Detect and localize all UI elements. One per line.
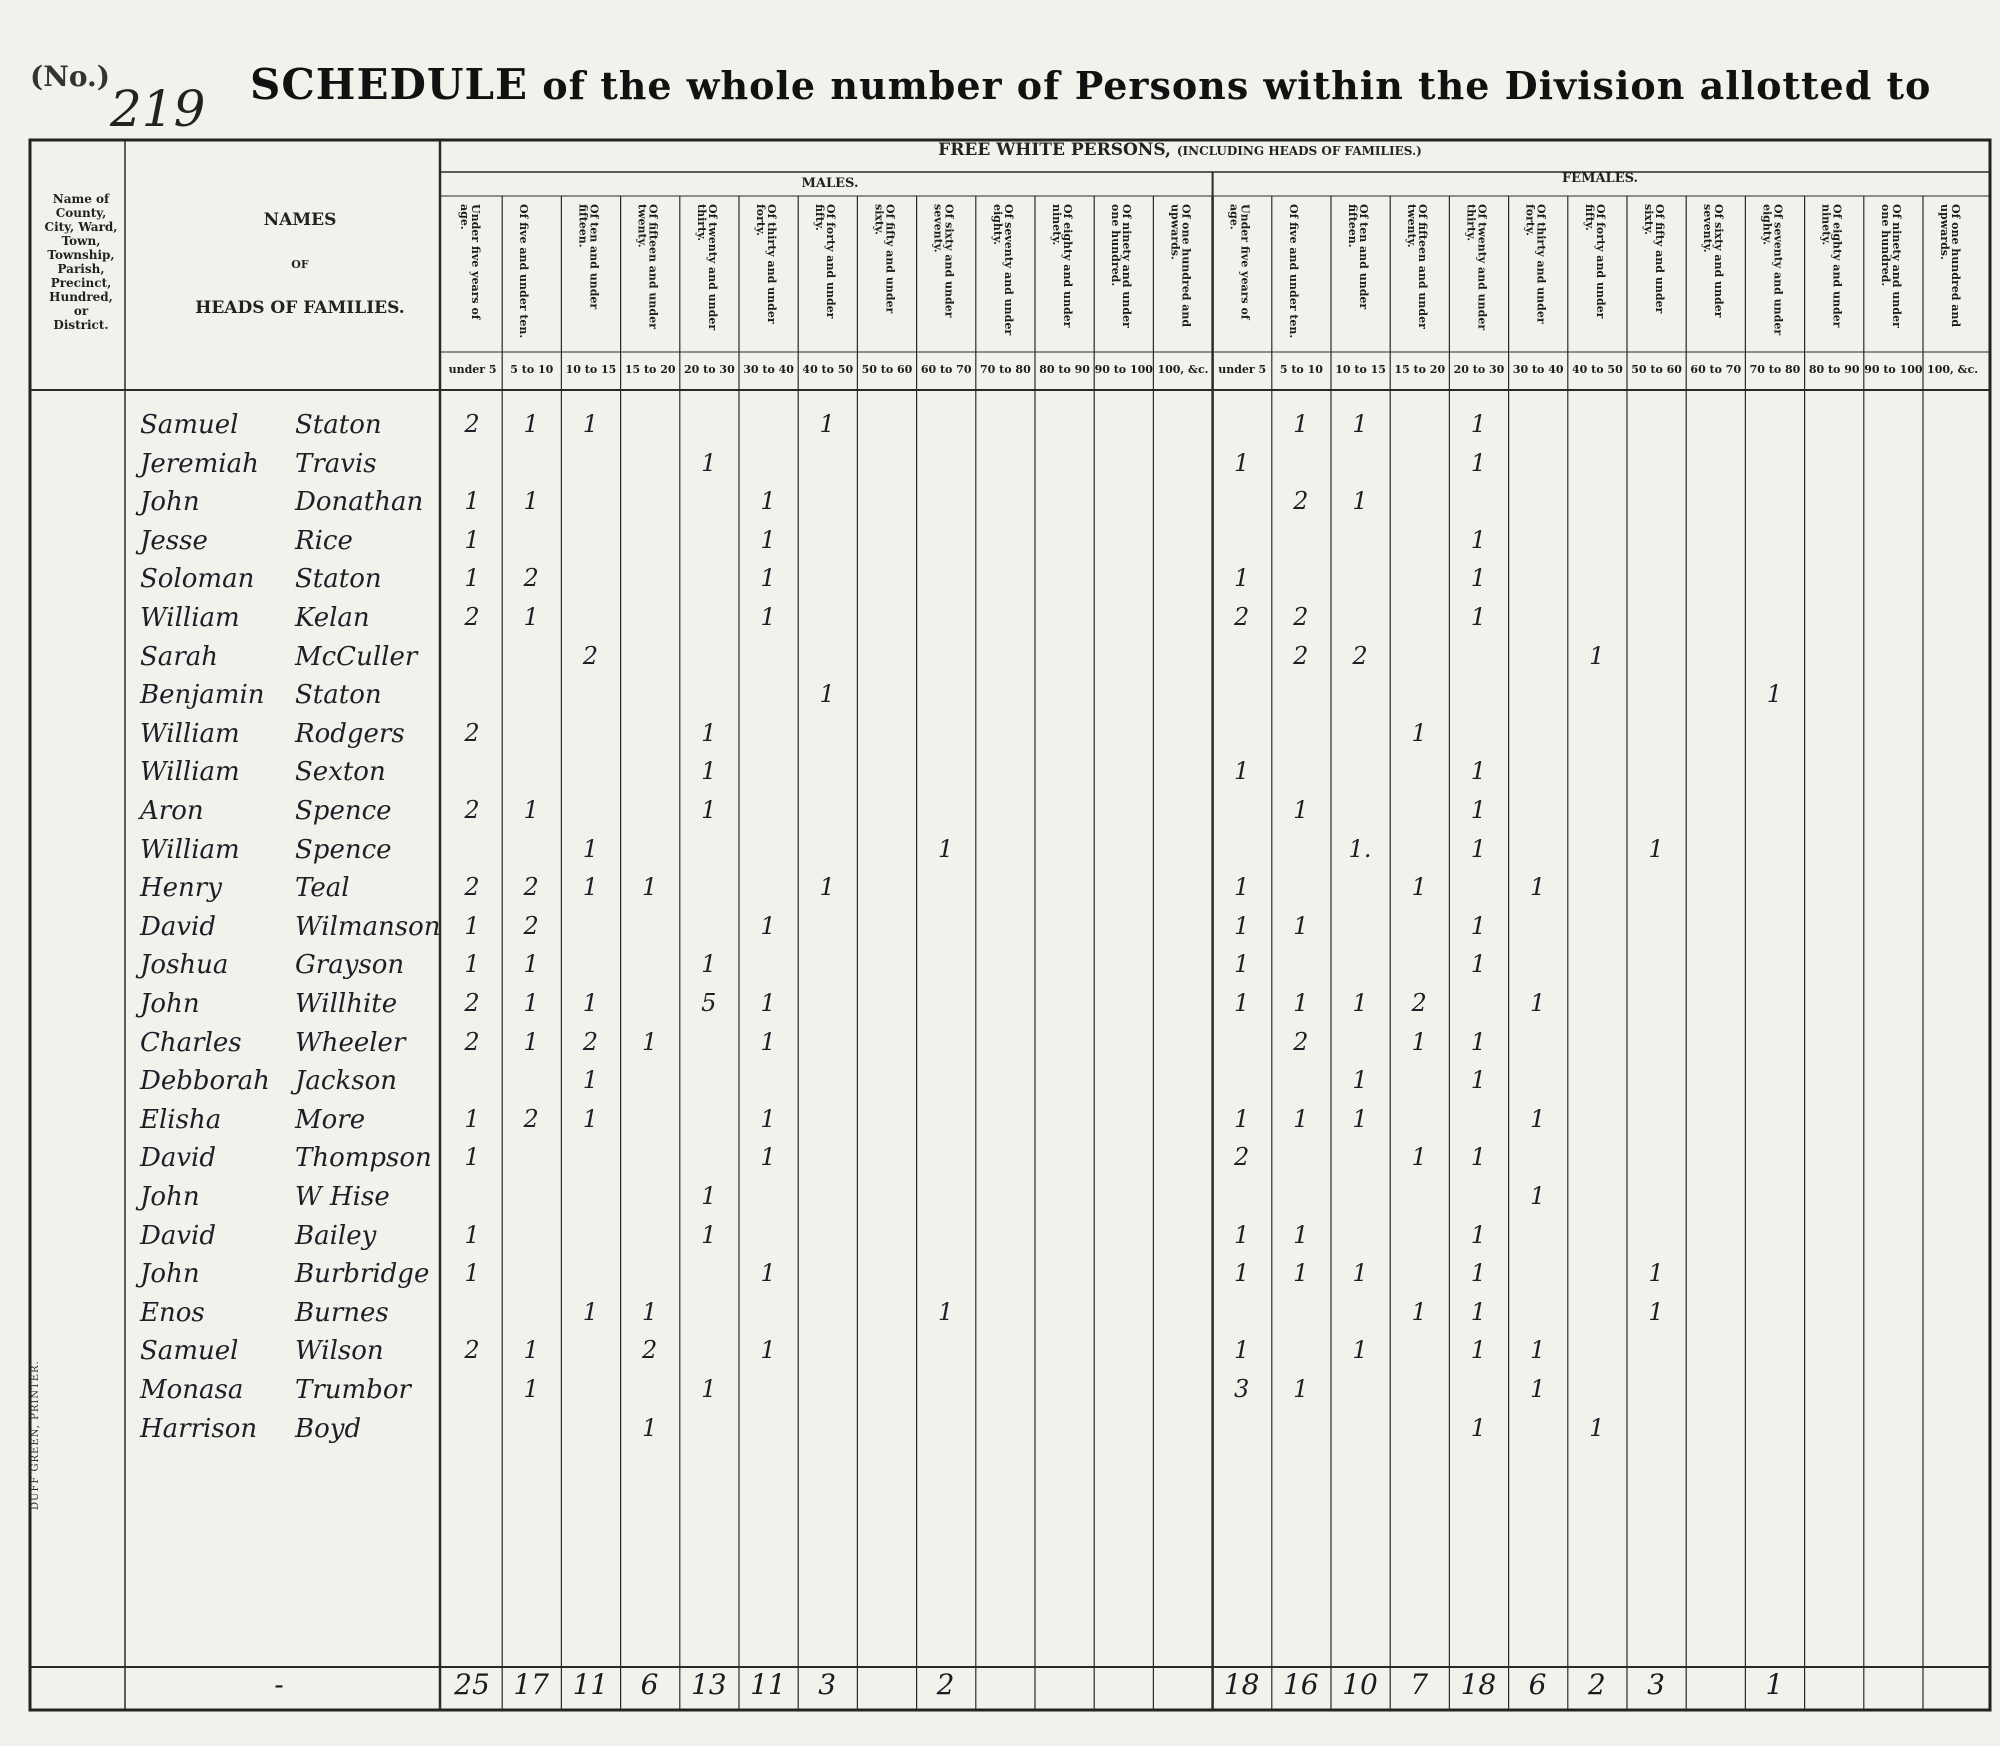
tally-mark: 1 — [701, 1182, 717, 1210]
tally-mark: 2 — [464, 410, 480, 438]
tally-mark: 1 — [1470, 1027, 1487, 1056]
head-last-name: Burnes — [295, 1297, 389, 1328]
tally-mark: 1 — [1470, 834, 1487, 863]
column-desc: Of seventy and under eighty. — [990, 204, 1015, 336]
column-age-label: 80 to 90 — [1808, 363, 1860, 376]
column-total: 6 — [640, 1668, 659, 1701]
tally-mark: 1 — [1470, 1297, 1487, 1326]
tally-mark: 1 — [760, 603, 776, 631]
tally-mark: 1 — [760, 1336, 776, 1365]
males-header: MALES. — [801, 176, 859, 191]
place-header-line: Parish, — [57, 262, 105, 276]
column-total: 18 — [1223, 1668, 1260, 1701]
head-first-name: Benjamin — [140, 680, 265, 711]
tally-mark: 1 — [464, 487, 480, 516]
column-age-label: 100, &c. — [1927, 363, 1979, 376]
head-last-name: Willhite — [295, 989, 398, 1019]
head-first-name: Soloman — [140, 564, 255, 595]
tally-mark: 2 — [464, 1027, 480, 1056]
tally-mark: 1 — [701, 1375, 717, 1403]
tally-mark: 1 — [1470, 410, 1487, 438]
head-last-name: Rodgers — [295, 718, 405, 749]
column-desc: Of ten and under fifteen. — [1346, 204, 1370, 310]
tally-mark: 1 — [701, 950, 717, 979]
tally-mark: 1 — [1352, 1066, 1368, 1095]
tally-mark: 2 — [464, 873, 480, 902]
column-age-label: 50 to 60 — [1631, 363, 1682, 376]
tally-mark: 1 — [760, 989, 776, 1017]
tally-mark: 1 — [1529, 1336, 1546, 1365]
tally-mark: 1 — [819, 873, 835, 902]
head-last-name: Teal — [295, 873, 350, 904]
column-desc: Of fifteen and under twenty. — [1405, 204, 1430, 329]
column-total: 3 — [818, 1668, 837, 1701]
column-desc: Of five and under ten. — [1286, 204, 1300, 339]
place-header-line: Name of — [52, 192, 110, 206]
column-total: 10 — [1342, 1668, 1378, 1701]
tally-mark: 1 — [464, 950, 480, 979]
head-last-name: Travis — [295, 448, 377, 479]
column-total: 2 — [936, 1668, 955, 1701]
names-header-top: NAMES — [263, 210, 337, 230]
tally-mark: 1 — [1648, 834, 1664, 863]
tally-mark: 1 — [1529, 873, 1546, 902]
tally-mark: 1 — [760, 911, 776, 940]
tally-mark: 1 — [1352, 1336, 1368, 1365]
tally-mark: 1 — [760, 1027, 776, 1056]
column-desc: Of thirty and under forty. — [754, 204, 778, 324]
tally-mark: 2 — [1352, 641, 1368, 670]
tally-mark: 1 — [582, 1104, 599, 1133]
head-first-name: David — [140, 1220, 216, 1251]
column-desc: Of one hundred and upwards. — [1168, 204, 1193, 328]
head-first-name: Samuel — [140, 1336, 239, 1367]
head-first-name: David — [140, 911, 216, 942]
tally-mark: 1 — [641, 1027, 658, 1056]
tally-mark: 1 — [464, 911, 480, 940]
totals-dash: - — [274, 1668, 284, 1701]
column-desc: Of five and under ten. — [517, 204, 531, 339]
tally-mark: 1 — [1352, 1259, 1368, 1288]
tally-mark: 2 — [1293, 641, 1309, 670]
tally-mark: 1 — [1470, 796, 1487, 824]
females-header: FEMALES. — [1561, 171, 1639, 186]
tally-mark: 1 — [523, 989, 539, 1017]
tally-mark: 1 — [937, 834, 954, 863]
head-first-name: David — [140, 1143, 216, 1174]
tally-mark: 1 — [701, 796, 717, 824]
tally-mark: 1 — [701, 757, 717, 786]
column-desc: Of twenty and under thirty. — [694, 204, 719, 331]
tally-mark: 1 — [760, 1143, 776, 1172]
head-last-name: Sexton — [295, 757, 386, 788]
head-last-name: Spence — [295, 834, 392, 865]
column-desc: Of twenty and under thirty. — [1464, 204, 1489, 331]
column-desc: Of sixty and under seventy. — [931, 204, 956, 318]
tally-mark: 1 — [523, 1336, 539, 1365]
tally-mark: 1 — [523, 487, 539, 516]
column-age-label: 60 to 70 — [920, 363, 972, 376]
tally-mark: 2 — [582, 641, 599, 670]
place-header-line: Township, — [47, 248, 115, 262]
tally-mark: 1 — [464, 1259, 480, 1288]
title-schedule: SCHEDULE — [250, 60, 529, 109]
tally-mark: 2 — [464, 989, 480, 1017]
tally-mark: 1 — [641, 873, 658, 902]
head-last-name: McCuller — [295, 641, 418, 672]
tally-mark: 1 — [937, 1297, 954, 1326]
tally-mark: 1 — [641, 1413, 658, 1442]
column-age-label: 100, &c. — [1157, 363, 1209, 376]
tally-mark: 1 — [1529, 989, 1546, 1017]
tally-mark: 1 — [1411, 1297, 1427, 1326]
head-last-name: Jackson — [295, 1066, 397, 1097]
tally-mark: 2 — [582, 1027, 599, 1056]
tally-mark: 1 — [523, 950, 539, 979]
head-first-name: John — [140, 1182, 200, 1212]
tally-mark: 1 — [1529, 1104, 1546, 1133]
column-desc: Of sixty and under seventy. — [1701, 204, 1726, 318]
column-desc: Of ninety and under one hundred. — [1878, 204, 1903, 328]
tally-mark: 2 — [1293, 603, 1309, 631]
title-rest: of the whole number of Persons within the Division allotted to — [528, 63, 1932, 108]
tally-mark: 1 — [1411, 873, 1427, 902]
head-first-name: Jesse — [140, 525, 208, 556]
tally-mark: 1 — [1352, 1104, 1368, 1133]
head-last-name: Donathan — [295, 487, 424, 518]
column-total: 7 — [1410, 1668, 1429, 1701]
head-last-name: Staton — [295, 680, 382, 711]
tally-mark: 1 — [464, 525, 480, 554]
names-header-heads: HEADS OF FAMILIES. — [195, 298, 405, 318]
head-last-name: Rice — [295, 525, 353, 556]
head-first-name: John — [140, 989, 200, 1019]
column-desc: Of fifteen and under twenty. — [635, 204, 660, 329]
column-desc: Of fifty and under sixty. — [1642, 204, 1666, 314]
tally-mark: 2 — [464, 1336, 480, 1365]
tally-mark: 1 — [1470, 950, 1487, 979]
column-age-label: 50 to 60 — [861, 363, 913, 376]
tally-mark: 1 — [1233, 989, 1250, 1017]
column-desc: Of ten and under fifteen. — [576, 204, 601, 310]
column-age-label: 20 to 30 — [684, 363, 735, 376]
tally-mark: 1 — [1233, 1104, 1250, 1133]
tally-mark: 1 — [1233, 911, 1250, 940]
tally-mark: 2 — [464, 603, 480, 631]
tally-mark: 1 — [1470, 911, 1487, 940]
column-desc: Of seventy and under eighty. — [1760, 204, 1785, 336]
head-first-name: John — [140, 487, 200, 518]
printer-note: DUFF GREEN, PRINTER. — [30, 1360, 41, 1510]
tally-mark: 1 — [760, 564, 776, 593]
head-last-name: Wilson — [295, 1336, 384, 1367]
tally-mark: 1 — [464, 1104, 480, 1133]
tally-mark: 1 — [1470, 1259, 1487, 1288]
head-first-name: Joshua — [140, 950, 229, 981]
tally-mark: 1 — [1293, 1375, 1309, 1403]
tally-mark: 1 — [1529, 1375, 1546, 1403]
head-last-name: Boyd — [295, 1413, 362, 1444]
column-desc: Under five years of age. — [1227, 204, 1252, 320]
tally-mark: 1 — [1411, 1027, 1427, 1056]
tally-mark: 1 — [1470, 564, 1487, 593]
tally-mark: 1 — [1470, 525, 1487, 554]
column-age-label: 40 to 50 — [1572, 363, 1623, 376]
column-age-label: 30 to 40 — [743, 363, 794, 376]
column-age-label: 30 to 40 — [1512, 363, 1564, 376]
place-header-line: County, — [55, 206, 107, 220]
tally-mark: 1 — [1411, 718, 1427, 747]
tally-mark: 1 — [1293, 1259, 1309, 1288]
tally-mark: 1 — [1352, 989, 1368, 1017]
tally-mark: 1 — [464, 1220, 480, 1249]
names-header-of: OF — [291, 258, 309, 271]
column-desc: Of thirty and under forty. — [1523, 204, 1548, 324]
head-last-name: Staton — [295, 564, 382, 595]
column-desc: Of forty and under fifty. — [813, 204, 838, 319]
column-age-label: 5 to 10 — [1279, 363, 1323, 376]
column-total: 11 — [750, 1668, 786, 1701]
head-first-name: Sarah — [140, 641, 218, 672]
tally-mark: 2 — [641, 1336, 658, 1365]
tally-mark: 1 — [1233, 448, 1250, 477]
column-age-label: 10 to 15 — [1335, 363, 1386, 376]
place-header-line: Hundred, — [49, 290, 113, 304]
column-desc: Of eighty and under ninety. — [1050, 204, 1074, 328]
tally-mark: 1 — [760, 1259, 776, 1288]
tally-mark: 1. — [1348, 834, 1372, 863]
head-first-name: William — [140, 834, 240, 865]
column-total: 18 — [1460, 1668, 1497, 1701]
tally-mark: 1 — [582, 1066, 599, 1095]
tally-mark: 1 — [1470, 1066, 1487, 1095]
column-age-label: under 5 — [1218, 363, 1267, 376]
tally-mark: 1 — [641, 1297, 658, 1326]
tally-mark: 2 — [1233, 603, 1250, 631]
column-total: 25 — [454, 1668, 490, 1701]
place-column-header — [42, 192, 120, 332]
tally-mark: 1 — [523, 796, 539, 824]
place-header-line: City, Ward, — [44, 220, 118, 234]
tally-mark: 1 — [1470, 448, 1487, 477]
tally-mark: 1 — [1766, 680, 1783, 709]
head-first-name: Enos — [140, 1297, 205, 1328]
tally-mark: 1 — [464, 564, 480, 593]
tally-mark: 2 — [1411, 989, 1427, 1017]
column-age-label: 60 to 70 — [1690, 363, 1742, 376]
column-total: 17 — [513, 1668, 549, 1701]
tally-mark: 2 — [464, 718, 480, 747]
tally-mark: 1 — [1352, 410, 1368, 438]
free-white-persons-header — [760, 140, 1600, 160]
column-age-label: 80 to 90 — [1039, 363, 1090, 376]
column-age-label: 70 to 80 — [980, 363, 1031, 376]
tally-mark: 1 — [582, 834, 599, 863]
head-last-name: More — [295, 1104, 366, 1135]
head-last-name: W Hise — [295, 1182, 390, 1212]
head-first-name: Monasa — [140, 1375, 244, 1405]
tally-mark: 1 — [1233, 1220, 1250, 1249]
column-desc: Of fifty and under sixty. — [872, 204, 897, 314]
tally-mark: 1 — [1352, 487, 1368, 516]
head-last-name: Spence — [295, 796, 392, 826]
tally-mark: 2 — [523, 564, 539, 593]
column-age-label: under 5 — [448, 363, 497, 376]
tally-mark: 1 — [582, 873, 599, 902]
column-age-label: 40 to 50 — [802, 363, 854, 376]
tally-mark: 1 — [1589, 641, 1605, 670]
tally-mark: 1 — [582, 410, 599, 438]
tally-mark: 5 — [701, 989, 717, 1017]
column-total: 1 — [1765, 1668, 1784, 1701]
column-desc: Of eighty and under ninety. — [1819, 204, 1844, 328]
head-last-name: Bailey — [295, 1220, 377, 1251]
column-desc: Of ninety and under one hundred. — [1109, 204, 1134, 328]
tally-mark: 1 — [1648, 1297, 1664, 1326]
column-total: 13 — [690, 1668, 727, 1701]
tally-mark: 1 — [1293, 989, 1309, 1017]
column-desc: Of forty and under fifty. — [1582, 204, 1607, 319]
tally-mark: 1 — [701, 718, 717, 747]
head-last-name: Burbridge — [295, 1259, 430, 1290]
tally-mark: 1 — [1470, 757, 1487, 786]
tally-mark: 1 — [701, 1220, 717, 1249]
fwp-sub: (INCLUDING HEADS OF FAMILIES.) — [1176, 144, 1422, 158]
head-last-name: Thompson — [295, 1143, 432, 1174]
tally-mark: 1 — [1470, 1220, 1487, 1249]
column-total: 6 — [1528, 1668, 1547, 1701]
tally-mark: 1 — [1648, 1259, 1664, 1288]
tally-mark: 1 — [1470, 603, 1487, 631]
column-age-label: 10 to 15 — [565, 363, 617, 376]
tally-mark: 1 — [1470, 1143, 1487, 1172]
head-last-name: Grayson — [295, 950, 405, 981]
head-last-name: Trumbor — [295, 1375, 411, 1405]
column-total: 16 — [1282, 1668, 1319, 1701]
tally-mark: 1 — [819, 680, 835, 709]
column-age-label: 15 to 20 — [624, 363, 676, 376]
tally-mark: 1 — [1233, 564, 1250, 593]
tally-mark: 1 — [760, 1104, 776, 1133]
tally-mark: 1 — [1411, 1143, 1427, 1172]
column-desc: Of one hundred and upwards. — [1938, 204, 1962, 328]
tally-mark: 1 — [760, 487, 776, 516]
head-first-name: Harrison — [140, 1413, 258, 1444]
tally-mark: 1 — [1233, 873, 1250, 902]
tally-mark: 1 — [701, 448, 717, 477]
place-header-line: or — [73, 304, 89, 318]
tally-mark: 3 — [1233, 1375, 1250, 1403]
head-first-name: Debborah — [140, 1066, 270, 1097]
column-total: 3 — [1647, 1668, 1665, 1701]
head-first-name: Henry — [140, 873, 222, 904]
page-number: 219 — [110, 80, 206, 138]
column-age-label: 5 to 10 — [510, 363, 554, 376]
tally-mark: 1 — [1293, 1220, 1309, 1249]
place-header-line: Town, — [61, 234, 101, 248]
head-first-name: Elisha — [140, 1104, 222, 1135]
tally-mark: 1 — [1589, 1413, 1605, 1442]
tally-mark: 2 — [1233, 1143, 1250, 1172]
head-last-name: Kelan — [295, 603, 370, 633]
tally-mark: 1 — [1233, 1336, 1250, 1365]
tally-mark: 1 — [1470, 1413, 1487, 1442]
tally-mark: 1 — [523, 603, 539, 631]
head-first-name: Aron — [140, 796, 204, 826]
head-last-name: Wheeler — [295, 1027, 406, 1058]
column-age-label: 90 to 100 — [1864, 363, 1923, 376]
tally-mark: 1 — [464, 1143, 480, 1172]
tally-mark: 1 — [1293, 911, 1309, 940]
page-label: (No.) — [30, 60, 111, 93]
head-first-name: Jeremiah — [140, 448, 259, 479]
tally-mark: 1 — [819, 410, 835, 438]
place-header-line: District. — [53, 318, 109, 332]
place-header-line: Precinct, — [50, 276, 112, 290]
tally-mark: 2 — [523, 1104, 539, 1133]
column-total: 2 — [1587, 1668, 1606, 1701]
tally-mark: 1 — [1293, 796, 1309, 824]
tally-mark: 2 — [1293, 1027, 1309, 1056]
tally-mark: 1 — [523, 1027, 539, 1056]
head-last-name: Staton — [295, 410, 382, 440]
tally-mark: 1 — [582, 989, 599, 1017]
tally-mark: 1 — [523, 1375, 539, 1403]
tally-mark: 1 — [1233, 757, 1250, 786]
tally-mark: 1 — [1233, 950, 1250, 979]
fwp-main: FREE WHITE PERSONS, — [938, 140, 1171, 160]
head-first-name: William — [140, 718, 240, 749]
column-total: 11 — [572, 1668, 609, 1701]
column-age-label: 20 to 30 — [1453, 363, 1505, 376]
tally-mark: 1 — [1233, 1259, 1250, 1288]
tally-mark: 2 — [523, 911, 539, 940]
tally-mark: 1 — [1293, 1104, 1309, 1133]
column-age-label: 70 to 80 — [1749, 363, 1801, 376]
tally-mark: 1 — [1470, 1336, 1487, 1365]
tally-mark: 1 — [760, 525, 776, 554]
head-first-name: Samuel — [140, 410, 239, 440]
tally-mark: 2 — [1293, 487, 1309, 516]
head-first-name: William — [140, 603, 240, 633]
tally-mark: 1 — [1529, 1182, 1546, 1210]
head-last-name: Wilmanson — [295, 911, 441, 942]
column-age-label: 15 to 20 — [1394, 363, 1446, 376]
tally-mark: 1 — [523, 410, 539, 438]
head-first-name: Charles — [140, 1027, 242, 1058]
column-desc: Under five years of age. — [458, 204, 482, 320]
head-first-name: John — [140, 1259, 200, 1290]
tally-mark: 2 — [523, 873, 539, 902]
tally-mark: 2 — [464, 796, 480, 824]
column-age-label: 90 to 100 — [1094, 363, 1153, 376]
tally-mark: 1 — [1293, 410, 1309, 438]
head-first-name: William — [140, 757, 240, 788]
tally-mark: 1 — [582, 1297, 599, 1326]
